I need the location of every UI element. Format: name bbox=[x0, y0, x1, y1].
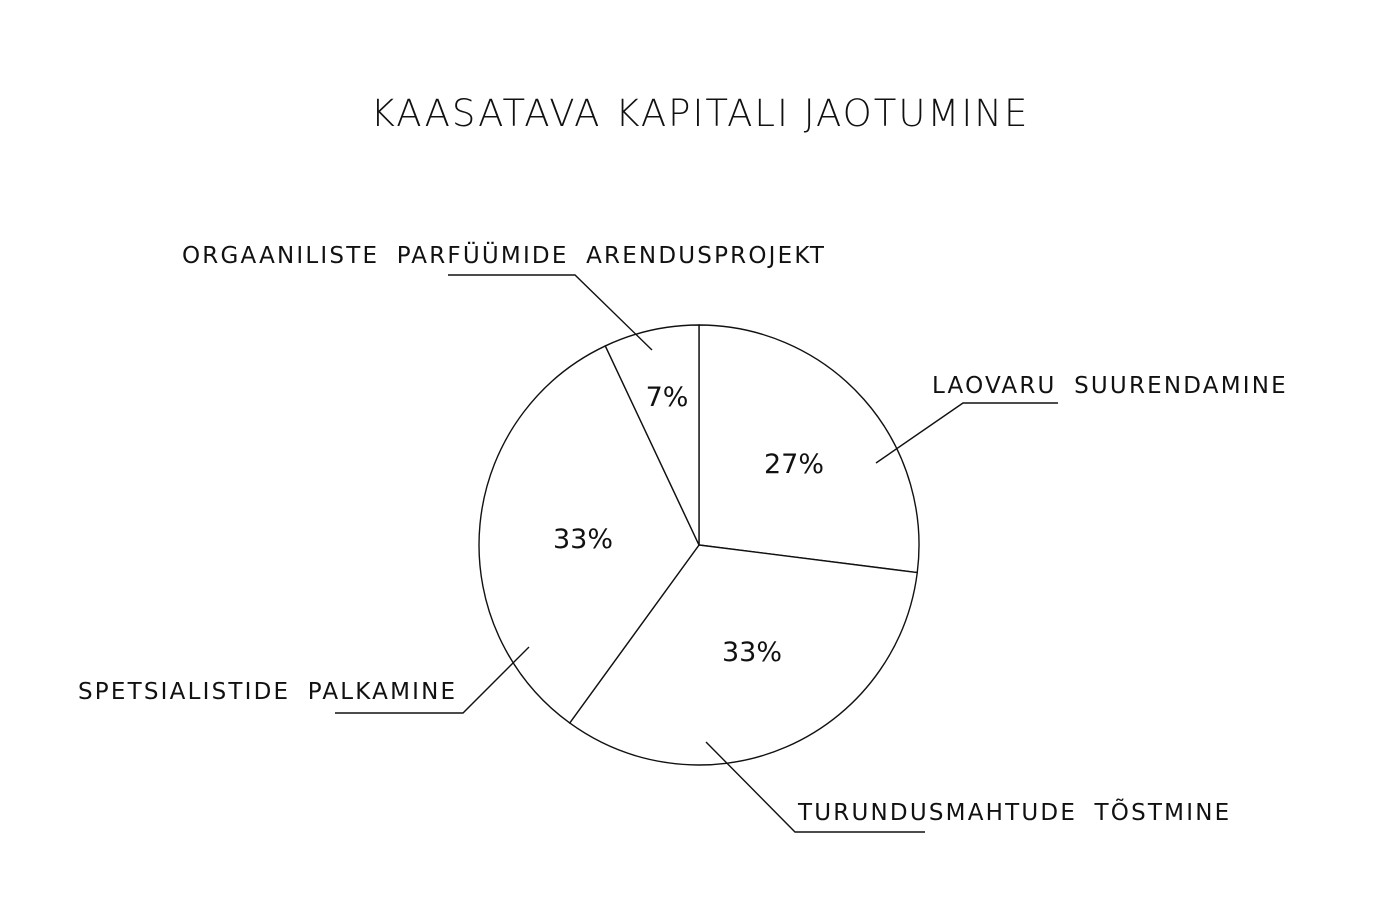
category-label-spetsialistid: SPETSIALISTIDE PALKAMINE bbox=[78, 679, 458, 705]
pct-label-parfyymid: 7% bbox=[645, 382, 689, 413]
leader-line-laovaru bbox=[876, 403, 1058, 463]
category-label-laovaru: LAOVARU SUURENDAMINE bbox=[932, 373, 1288, 399]
pct-label-turundus: 33% bbox=[721, 637, 783, 668]
category-label-turundus: TURUNDUSMAHTUDE TÕSTMINE bbox=[798, 800, 1232, 826]
chart-title: KAASATAVA KAPITALI JAOTUMINE bbox=[370, 92, 1030, 135]
pct-label-spetsialistid: 33% bbox=[552, 524, 614, 555]
pct-label-laovaru: 27% bbox=[763, 449, 825, 480]
category-label-parfyymid: ORGAANILISTE PARFÜÜMIDE ARENDUSPROJEKT bbox=[182, 243, 827, 269]
